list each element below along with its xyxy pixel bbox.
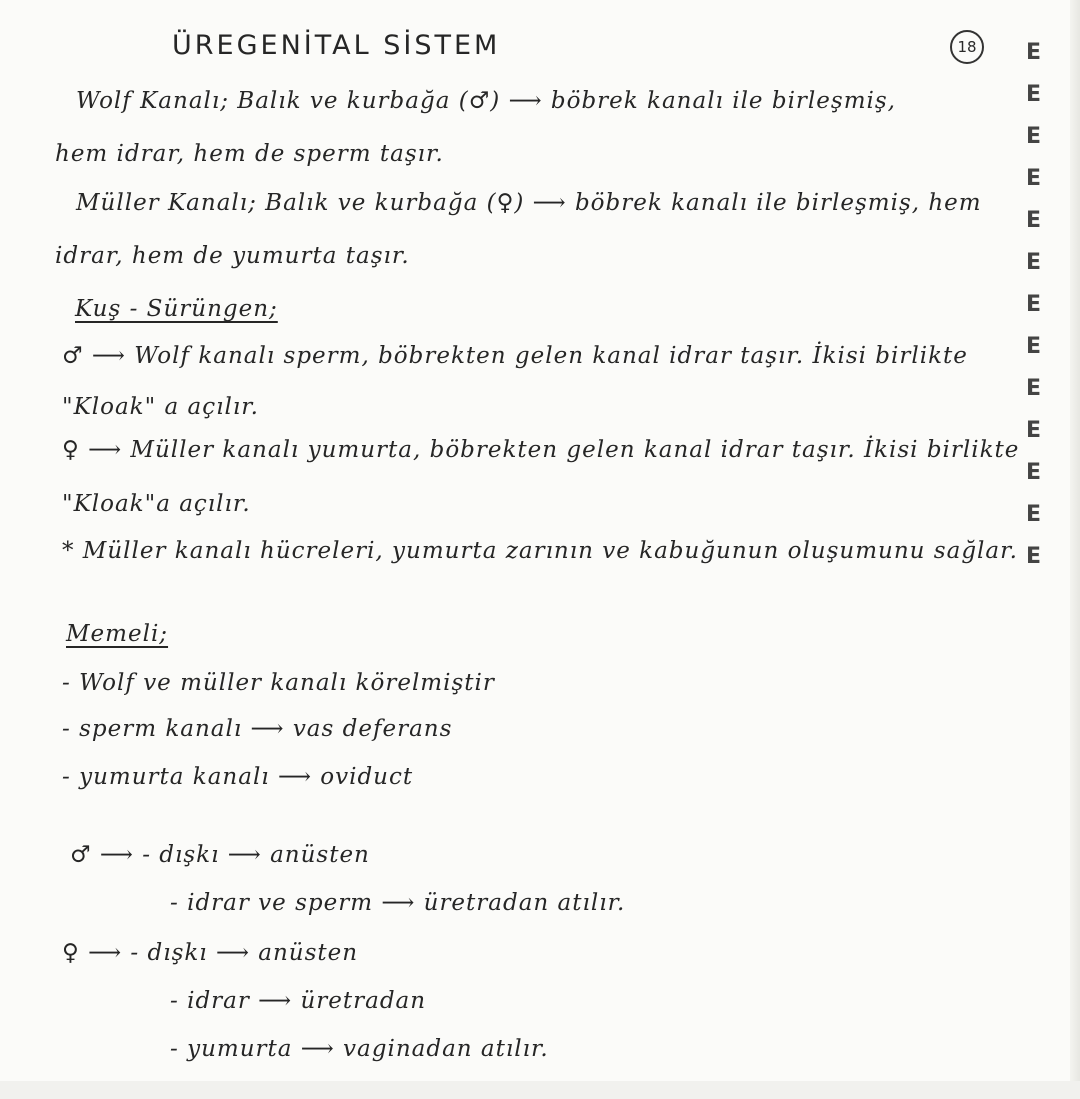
note-line: "Kloak" a açılır. xyxy=(62,394,259,420)
note-line: Wolf Kanalı; Balık ve kurbağa (♂) ⟶ böbrek kanalı ile birleşmiş, xyxy=(76,88,896,114)
list-item: - Wolf ve müller kanalı körelmiştir xyxy=(62,670,495,696)
list-item: - idrar ve sperm ⟶ üretradan atılır. xyxy=(170,890,626,916)
section-heading: Kuş - Sürüngen; xyxy=(75,296,278,322)
page-number: 18 xyxy=(950,30,984,64)
note-line: * Müller kanalı hücreleri, yumurta zarının ve kabuğunun oluşumunu sağlar. xyxy=(62,538,1018,564)
section-heading: Memeli; xyxy=(66,621,169,647)
page-title: ÜREGENİTAL SİSTEM xyxy=(172,30,501,61)
note-line: ♂ ⟶ Wolf kanalı sperm, böbrekten gelen kanal idrar taşır. İkisi birlikte xyxy=(62,343,968,369)
list-item: ♂ ⟶ - dışkı ⟶ anüsten xyxy=(70,842,370,868)
list-item: - idrar ⟶ üretradan xyxy=(170,988,427,1014)
note-line: idrar, hem de yumurta taşır. xyxy=(55,243,410,269)
note-line: ♀ ⟶ Müller kanalı yumurta, böbrekten gelen kanal idrar taşır. İkisi birlikte xyxy=(62,437,1020,463)
list-item: ♀ ⟶ - dışkı ⟶ anüsten xyxy=(62,940,359,966)
note-line: Müller Kanalı; Balık ve kurbağa (♀) ⟶ böbrek kanalı ile birleşmiş, hem xyxy=(76,190,982,216)
page-edge xyxy=(1070,0,1080,1099)
list-item: - yumurta kanalı ⟶ oviduct xyxy=(62,764,414,790)
note-line: "Kloak"a açılır. xyxy=(62,491,251,517)
list-item: - yumurta ⟶ vaginadan atılır. xyxy=(170,1036,549,1062)
list-item: - sperm kanalı ⟶ vas deferans xyxy=(62,716,453,742)
notebook-page: ÜREGENİTAL SİSTEM 18 Wolf Kanalı; Balık ve kurbağa (♂) ⟶ böbrek kanalı ile birleşmiş, hem idrar, hem de sperm taşır. Müller Kanalı; Balık ve kurbağa (♀) ⟶ böbrek kanalı ile birleşmiş, hem idrar, hem de yumurta taşır. Kuş - Sürüngen; ♂ ⟶ Wolf kanalı sperm, böbrekten gelen kanal idrar taşır. İkisi birlikte "Kloak" a açılır. ♀ ⟶ Müller kanalı yumurta, böbrekten gelen kanal idrar taşır. İkisi birlikte "Kloak"a açılır. * Müller kanalı hücreleri, yumurta zarının ve kabuğunun oluşumunu sağlar. Memeli; - Wolf ve müller kanalı körelmiştir - sperm kanalı ⟶ vas deferans - yumurta kanalı ⟶ oviduct ♂ ⟶ - dışkı ⟶ anüsten - idrar ve sperm ⟶ üretradan atılır. ♀ ⟶ - dışkı ⟶ anüsten - idrar ⟶ üretradan - yumurta ⟶ vaginadan atılır. E E E E E E E E E E E E E xyxy=(0,0,1080,1099)
page-bottom-edge xyxy=(0,1081,1080,1099)
note-line: hem idrar, hem de sperm taşır. xyxy=(55,141,444,167)
